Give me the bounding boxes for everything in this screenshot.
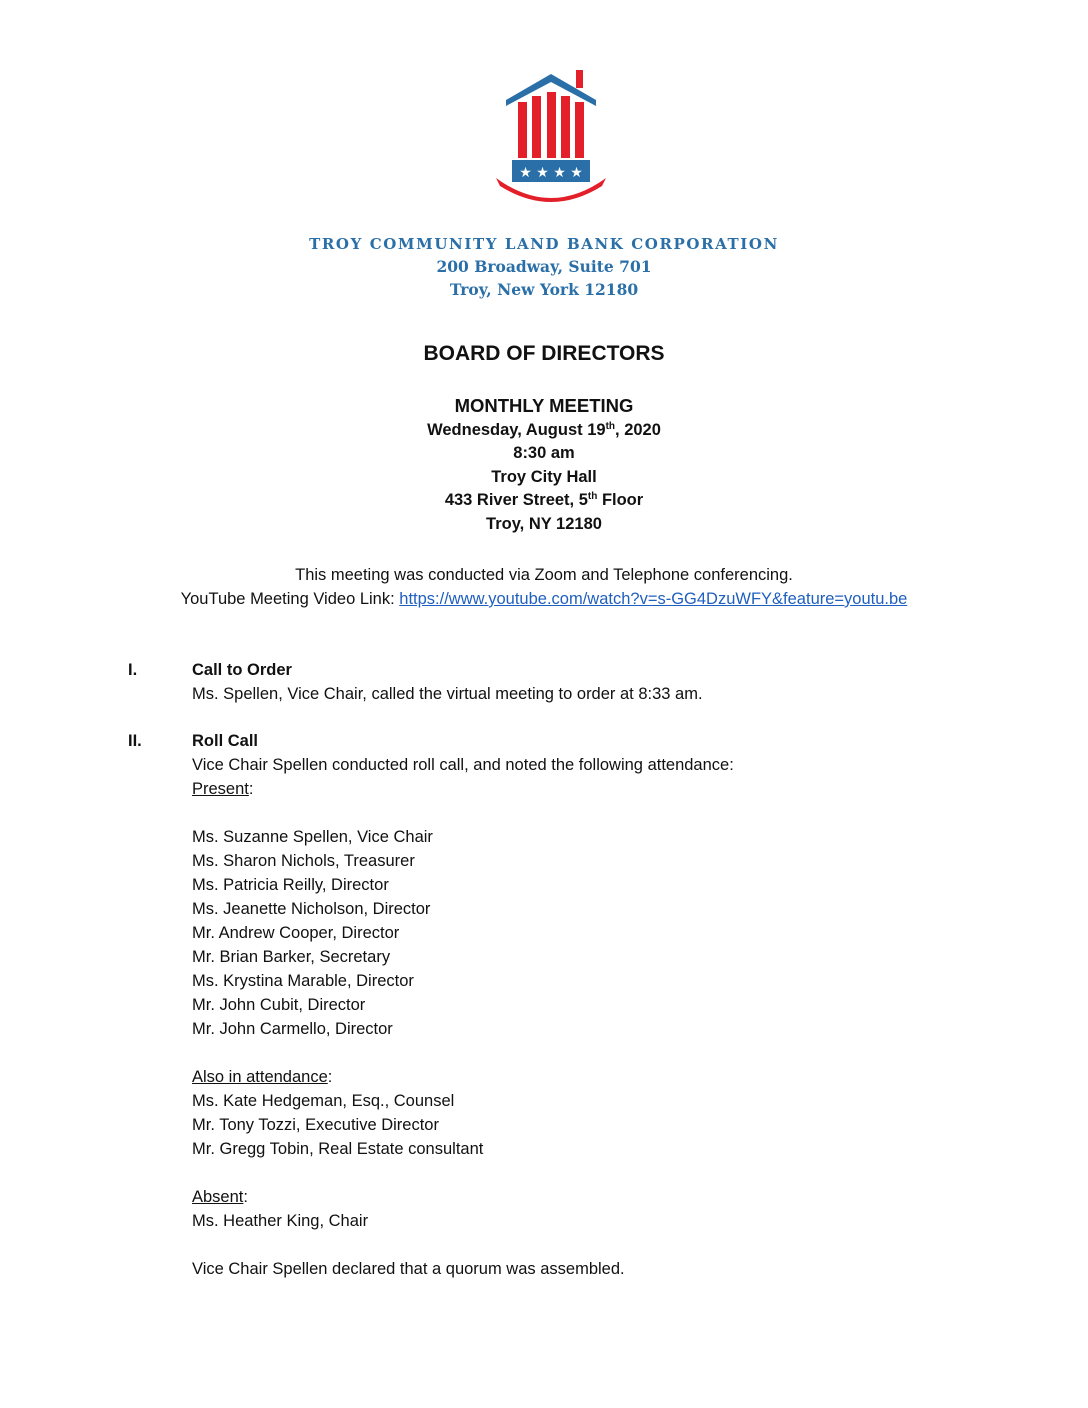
attendee-item: Ms. Sharon Nichols, Treasurer <box>192 852 415 870</box>
svg-text:★ ★ ★ ★: ★ ★ ★ ★ <box>519 165 583 181</box>
attendee-item: Ms. Patricia Reilly, Director <box>192 876 389 894</box>
section-heading: Call to Order <box>192 661 292 679</box>
also-list <box>192 1089 1012 1161</box>
org-address-line2: Troy, New York 12180 <box>449 280 639 299</box>
video-link-line <box>0 587 1088 611</box>
conduct-note: This meeting was conducted via Zoom and Telephone conferencing. <box>295 566 793 584</box>
org-name: TROY COMMUNITY LAND BANK CORPORATION <box>309 235 779 253</box>
attendee-item: Mr. Andrew Cooper, Director <box>192 924 400 942</box>
present-heading: Present: <box>192 780 254 798</box>
conduct-note-block <box>0 563 1088 611</box>
attendee-item: Ms. Krystina Marable, Director <box>192 972 414 990</box>
absent-list <box>192 1209 1012 1233</box>
meeting-venue: Troy City Hall <box>491 467 597 486</box>
attendee-item: Ms. Heather King, Chair <box>192 1212 369 1230</box>
attendee-item: Mr. Gregg Tobin, Real Estate consultant <box>192 1140 484 1158</box>
meeting-city: Troy, NY 12180 <box>486 514 602 533</box>
attendee-item: Ms. Kate Hedgeman, Esq., Counsel <box>192 1092 455 1110</box>
page-title: BOARD OF DIRECTORS <box>423 342 665 365</box>
video-link-label: YouTube Meeting Video Link: <box>180 590 400 608</box>
meeting-date: Wednesday, August 19th, 2020 <box>427 420 661 439</box>
section-text: Ms. Spellen, Vice Chair, called the virtual meeting to order at 8:33 am. <box>192 685 703 703</box>
absent-heading: Absent: <box>192 1188 248 1206</box>
attendee-item: Mr. John Carmello, Director <box>192 1020 393 1038</box>
attendee-item: Ms. Suzanne Spellen, Vice Chair <box>192 828 433 846</box>
video-link[interactable]: https://www.youtube.com/watch?v=s-GG4DzuWFY&feature=youtu.be <box>399 590 908 608</box>
quorum-statement: Vice Chair Spellen declared that a quorum was assembled. <box>192 1260 625 1278</box>
roll-call-intro: Vice Chair Spellen conducted roll call, and noted the following attendance: <box>192 756 734 774</box>
meeting-street: 433 River Street, 5th Floor <box>444 491 644 509</box>
attendee-item: Mr. Brian Barker, Secretary <box>192 948 391 966</box>
section-heading: Roll Call <box>192 732 259 750</box>
attendee-item: Mr. Tony Tozzi, Executive Director <box>192 1116 439 1134</box>
land-bank-logo <box>492 68 610 208</box>
meeting-details <box>0 394 1088 535</box>
section-number: II. <box>128 732 142 750</box>
meeting-time: 8:30 am <box>513 444 575 462</box>
section-number: I. <box>128 661 138 679</box>
meeting-type: MONTHLY MEETING <box>454 395 634 416</box>
present-list <box>192 825 1012 1041</box>
attendee-item: Mr. John Cubit, Director <box>192 996 366 1014</box>
also-heading: Also in attendance: <box>192 1068 333 1086</box>
org-address-line1: 200 Broadway, Suite 701 <box>436 257 652 276</box>
attendee-item: Ms. Jeanette Nicholson, Director <box>192 900 431 918</box>
